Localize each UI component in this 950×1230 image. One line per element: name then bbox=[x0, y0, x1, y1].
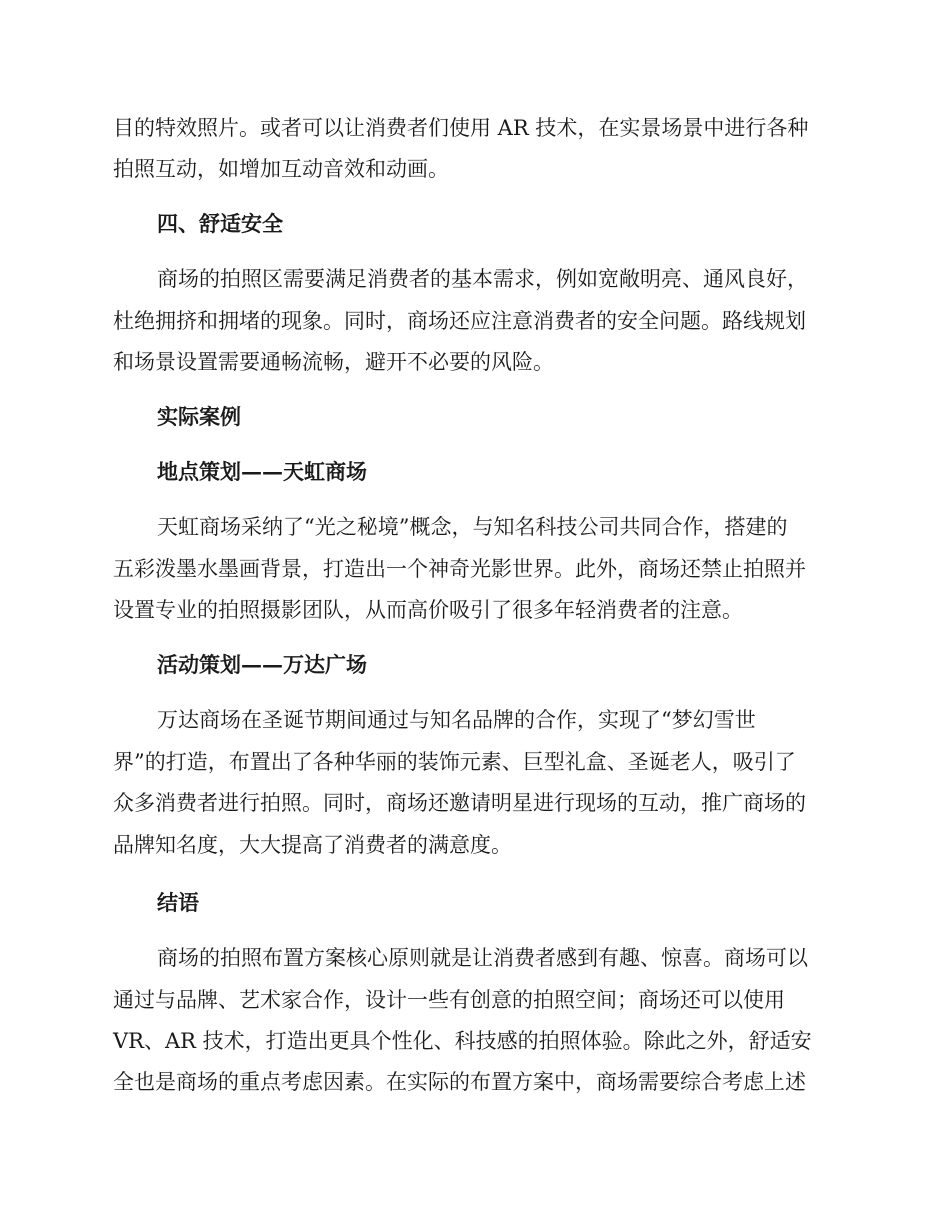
paragraph-line: 商场的拍照区需要满足消费者的基本需求，例如宽敞明亮、通风良好， bbox=[157, 267, 808, 291]
paragraph-line: 设置专业的拍照摄影团队，从而高价吸引了很多年轻消费者的注意。 bbox=[113, 598, 743, 622]
paragraph-line: 天虹商场采纳了“光之秘境”概念，与知名科技公司共同合作，搭建的 bbox=[157, 515, 788, 539]
section-heading: 结语 bbox=[157, 890, 199, 915]
paragraph-line: 万达商场在圣诞节期间通过与知名品牌的合作，实现了“梦幻雪世 bbox=[157, 708, 756, 732]
paragraph-line: VR、AR 技术，打造出更具个性化、科技感的拍照体验。除此之外，舒适安 bbox=[113, 1029, 812, 1053]
section-heading: 地点策划——天虹商场 bbox=[157, 459, 367, 484]
paragraph-line: 商场的拍照布置方案核心原则就是让消费者感到有趣、惊喜。商场可以 bbox=[157, 946, 808, 970]
paragraph-line: 目的特效照片。或者可以让消费者们使用 AR 技术，在实景场景中进行各种 bbox=[113, 116, 809, 140]
section-heading: 活动策划——万达广场 bbox=[157, 652, 367, 677]
paragraph-line: 众多消费者进行拍照。同时，商场还邀请明星进行现场的互动，推广商场的 bbox=[113, 791, 806, 815]
paragraph-line: 拍照互动，如增加互动音效和动画。 bbox=[113, 157, 449, 181]
paragraph-line: 品牌知名度，大大提高了消费者的满意度。 bbox=[113, 833, 512, 857]
paragraph-line: 通过与品牌、艺术家合作，设计一些有创意的拍照空间；商场还可以使用 bbox=[113, 988, 785, 1012]
section-heading: 四、舒适安全 bbox=[157, 211, 283, 236]
paragraph-line: 五彩泼墨水墨画背景，打造出一个神奇光影世界。此外，商场还禁止拍照并 bbox=[113, 557, 806, 581]
section-heading: 实际案例 bbox=[157, 404, 241, 429]
paragraph-line: 界”的打造，布置出了各种华丽的装饰元素、巨型礼盒、圣诞老人，吸引了 bbox=[113, 750, 796, 774]
paragraph-line: 全也是商场的重点考虑因素。在实际的布置方案中，商场需要综合考虑上述 bbox=[113, 1070, 806, 1094]
paragraph-line: 杜绝拥挤和拥堵的现象。同时，商场还应注意消费者的安全问题。路线规划 bbox=[113, 309, 806, 333]
paragraph-line: 和场景设置需要通畅流畅，避开不必要的风险。 bbox=[113, 350, 554, 374]
